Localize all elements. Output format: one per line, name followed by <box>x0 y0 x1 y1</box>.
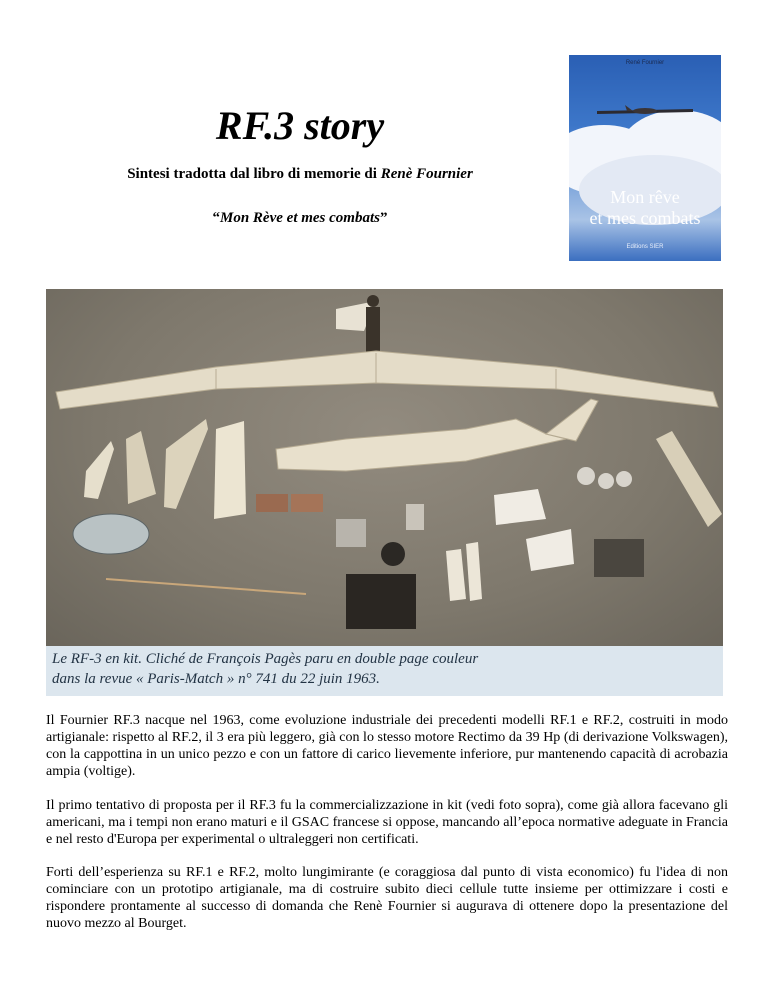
cowling-part <box>526 529 574 571</box>
rudder-frame-part <box>126 431 156 504</box>
cover-author: René Fournier <box>625 60 665 66</box>
aircraft-kit-photo <box>46 289 723 696</box>
person-figure <box>366 307 380 355</box>
canopy-part <box>73 514 149 554</box>
subtitle-text: Sintesi tradotta dal libro di memorie di <box>127 166 381 182</box>
instrument-panel-part <box>594 539 644 577</box>
engine-crate-part <box>346 574 416 629</box>
small-part <box>256 494 288 512</box>
wheel-part <box>381 542 405 566</box>
book-cover-image <box>569 55 721 261</box>
ribs-frame-part <box>164 419 208 509</box>
small-part <box>577 467 595 485</box>
body-paragraph-2: Il primo tentativo di proposta per il RF.3 fu la commercializzazione in kit (vedi foto sopra), come già allora facevano gli americani, ma i tempi non erano maturi e il GSAC francese si oppose, mancando all’epoca normative adeguate in Francia e nel resto d'Europa per experimental o ultraleggeri non certificati. <box>46 798 728 847</box>
cover-airplane-icon <box>569 55 721 261</box>
body-paragraph-3: Forti dell’esperienza su RF.1 e RF.2, molto lungimirante (e coraggiosa dal punto di vista economico) fu l'idea di non cominciare con un prototipo artigianale, ma di costruire subito dieci cellule tutte insieme per ottimizzare i costi e rispondere prontamente al successo di domanda che Renè Fournier si augurava di ottenere dopo la presentazione del nuovo mezzo al Bourget. <box>46 865 728 931</box>
small-part <box>616 471 632 487</box>
book-title-close-quote: ” <box>379 210 388 226</box>
book-title <box>60 208 540 228</box>
cowling-part <box>494 489 546 525</box>
strut-part <box>466 542 482 601</box>
kit-parts-illustration <box>46 289 723 646</box>
photo-caption <box>52 649 712 689</box>
subtitle <box>60 164 540 184</box>
stabilizer-part <box>214 421 246 519</box>
fuselage-shape <box>276 419 566 471</box>
body-paragraph-1: Il Fournier RF.3 nacque nel 1963, come evoluzione industriale dei precedenti modelli RF.1 e RF.2, costruiti in modo artigianale: rispetto al RF.2, il 3 era più leggero, già con lo stesso motore Rectimo da 39 Hp (di derivazione Volkswagen), con la cappottina in un unico pezzo e con un fattore di carico lievemente inferiore, pur mantenendo capacità di acrobazia ampia (voltige). <box>46 713 728 779</box>
caption-line2: dans la revue « Paris-Match » n° 741 du 22 juin 1963. <box>52 671 380 687</box>
page-title: RF.3 story <box>215 103 385 148</box>
cover-title-line1: Mon rêve <box>610 187 680 207</box>
strut-part <box>446 549 466 601</box>
subtitle-author: Renè Fournier <box>380 166 473 182</box>
caption-line1: Le RF-3 en kit. Cliché de François Pagès paru en double page couleur <box>52 651 479 667</box>
aileron-frame-part <box>656 431 722 527</box>
tail-fin-shape <box>546 399 598 441</box>
book-title-open-quote: “ <box>212 210 220 226</box>
elevator-part <box>84 441 114 499</box>
cover-publisher: Editions SIER <box>626 244 664 250</box>
main-wing-shape <box>56 351 718 409</box>
cover-title-line2: et mes combats <box>589 208 701 228</box>
small-part <box>291 494 323 512</box>
small-part <box>406 504 424 530</box>
book-title-text: Mon Rève et mes combats <box>220 210 380 226</box>
person-head <box>367 295 379 307</box>
small-part <box>336 519 366 547</box>
propeller-rod-part <box>106 579 306 594</box>
small-part <box>598 473 614 489</box>
